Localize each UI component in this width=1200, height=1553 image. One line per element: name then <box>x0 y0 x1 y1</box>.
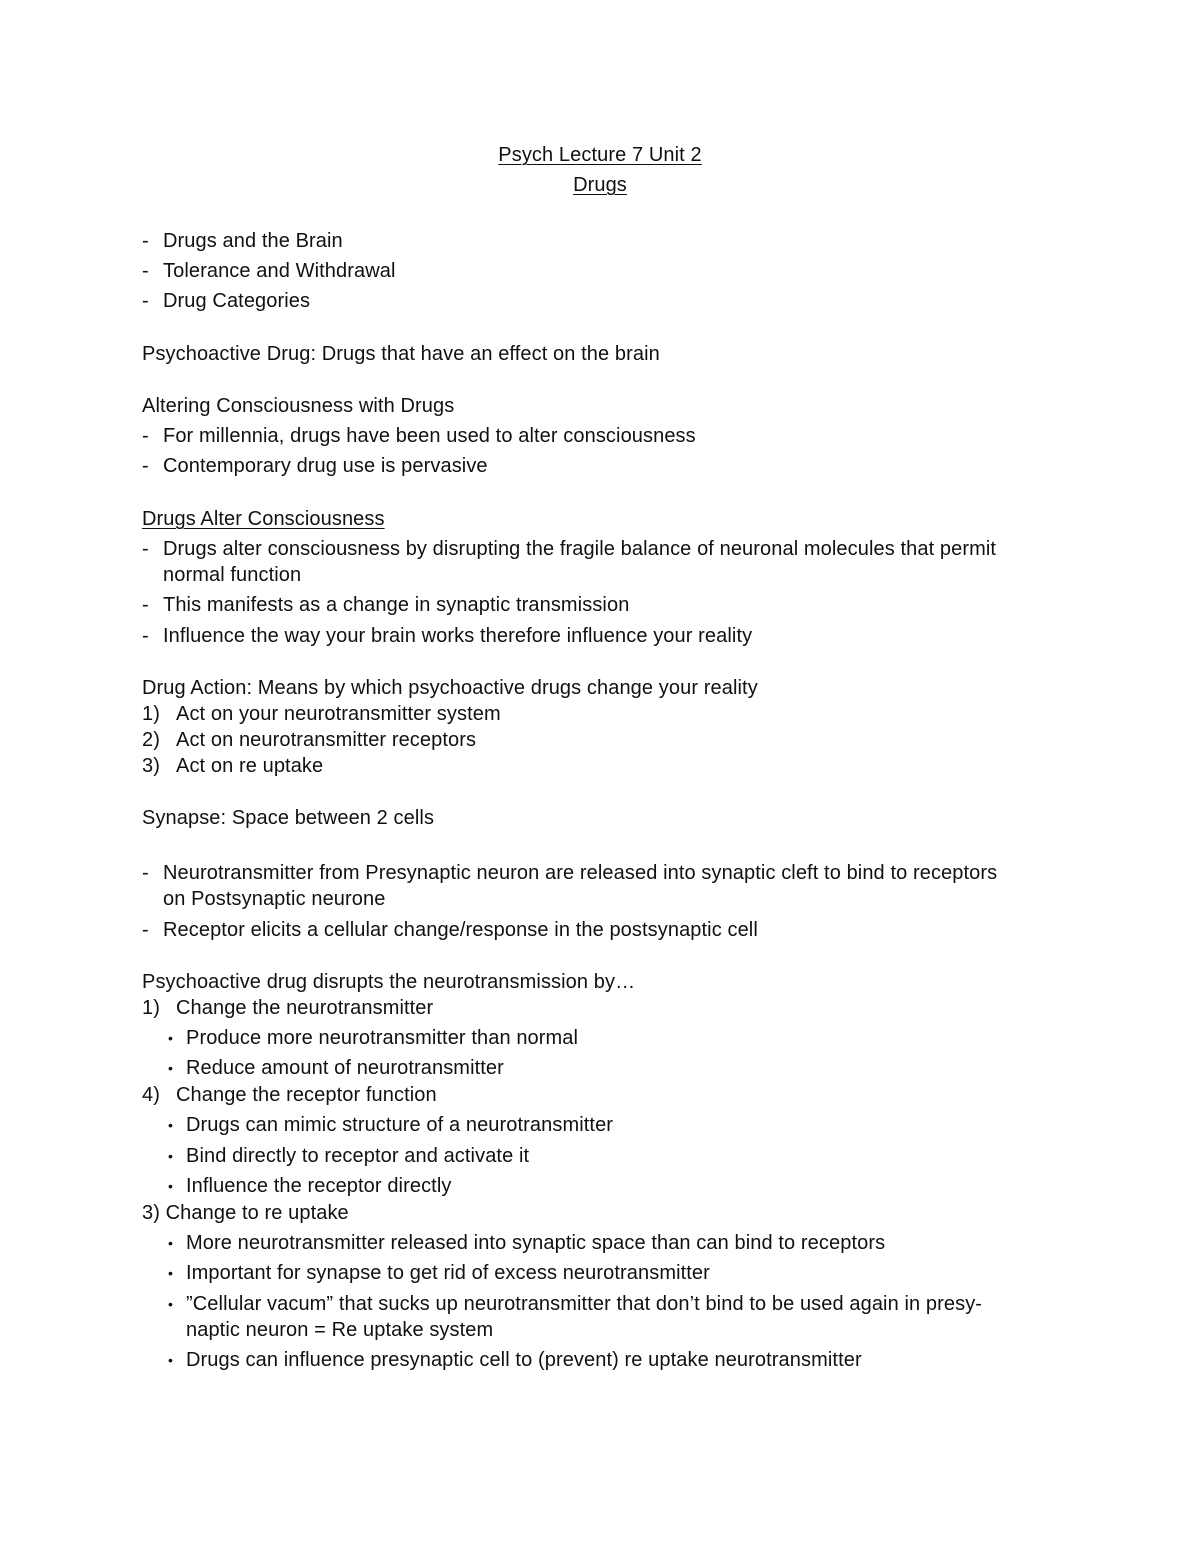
document-page: Psych Lecture 7 Unit 2 Drugs - Drugs and the Brain - Tolerance and Withdrawal - Drug Categories Psychoactive Drug: Drugs that have an effect on the brain Altering Consciousness with Drugs - For millennia, drugs have been used to alter consciousness - Contemporary drug use is pervasive Drugs Alter Consciousness - Drugs alter consciousness by disrupting the fragile balance of neuronal molecules that permit normal function - This manifests as a change in synaptic transmission - Influence the way your brain works therefore influence your reality Drug Action: Means by which psychoactive drugs change your reality 1) Act on your neurotransmitter system 2) Act on neurotransmitter receptors 3) Act on re uptake Synapse: Space between 2 cells - Neurotransmitter from Presynaptic neuron are released into synaptic cleft to bind to receptors on Postsynaptic neurone - Receptor elicits a cellular change/response in the postsynaptic cell Psychoactive drug disrupts the neurotransmission by… 1) Change the neurotransmitter • Produce more neurotransmitter than normal • Reduce amount of neurotransmitter 4) Change the receptor function • Drugs can mimic structure of a neurotransmitter • Bind directly to receptor and activate it • Influence the receptor directly 3) Change to re uptake • More neurotransmitter released into synaptic space than can bind to receptors • Important for synapse to get rid of excess neurotransmitter • ”Cellular vacum” that sucks up neurotransmitter that don’t bind to be used again in presy- naptic neuron = Re uptake system • Drugs can influence presynaptic cell to (prevent) re uptake neurotransmitter <box>0 0 1200 1553</box>
page-subtitle: Drugs <box>573 174 627 196</box>
synapse-definition: Synapse: Space between 2 cells <box>142 807 435 829</box>
psychoactive-definition: Psychoactive Drug: Drugs that have an effect on the brain <box>142 343 660 365</box>
altering-heading: Altering Consciousness with Drugs <box>142 395 455 417</box>
page-title: Psych Lecture 7 Unit 2 <box>498 144 702 166</box>
disrupts-heading: Psychoactive drug disrupts the neurotransmission by… <box>142 971 636 993</box>
disrupts-section-3: 3) Change to re uptake <box>142 1202 349 1224</box>
action-heading: Drug Action: Means by which psychoactive drugs change your reality <box>142 677 758 699</box>
alter-heading: Drugs Alter Consciousness <box>142 508 385 530</box>
